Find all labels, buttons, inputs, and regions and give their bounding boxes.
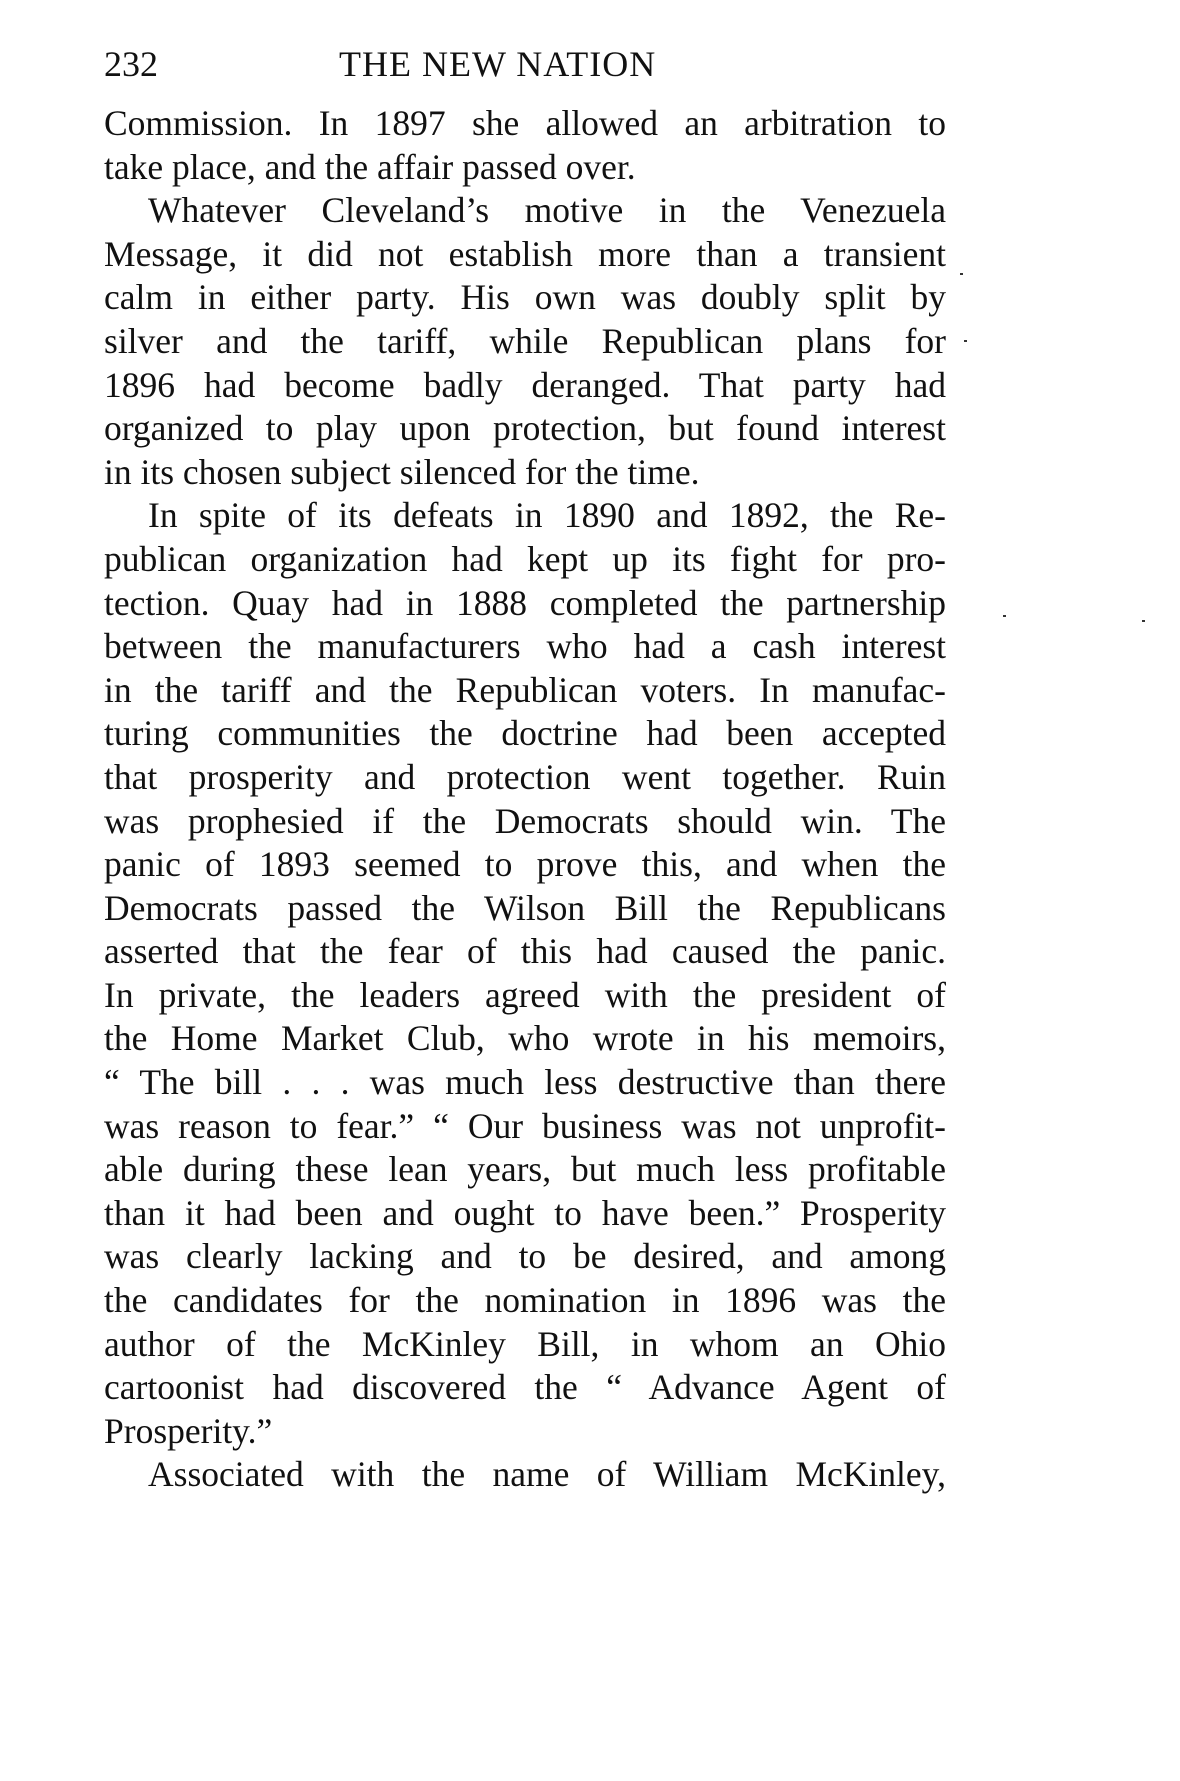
- text-line: turing communities the doctrine had been accepted: [104, 713, 946, 754]
- text-line: 1896 had become badly deranged. That party had: [104, 364, 946, 405]
- paragraph: [104, 494, 946, 1453]
- text-line: In spite of its defeats in 1890 and 1892, the Re-: [148, 495, 946, 536]
- text-line: cartoonist had discovered the “ Advance Agent of: [104, 1367, 946, 1408]
- text-line: able during these lean years, but much less profitable: [104, 1149, 946, 1190]
- text-line: panic of 1893 seemed to prove this, and when the: [104, 844, 946, 885]
- text-line: Prosperity.”: [104, 1410, 273, 1451]
- text-line: take place, and the affair passed over.: [104, 146, 636, 187]
- scan-speck: [960, 273, 963, 275]
- text-line: in its chosen subject silenced for the time.: [104, 451, 700, 492]
- text-line: than it had been and ought to have been.” Prosperity: [104, 1192, 946, 1233]
- page-number: 232: [104, 44, 158, 84]
- text-line: between the manufacturers who had a cash interest: [104, 626, 946, 667]
- book-page: [104, 36, 946, 1497]
- text-line: author of the McKinley Bill, in whom an Ohio: [104, 1323, 946, 1364]
- text-line: was clearly lacking and to be desired, and among: [104, 1236, 946, 1277]
- text-line: silver and the tariff, while Republican plans for: [104, 320, 946, 361]
- text-line: in the tariff and the Republican voters. In manufac-: [104, 669, 946, 710]
- scan-speck: [1003, 615, 1006, 617]
- text-line: “ The bill . . . was much less destructive than there: [104, 1062, 946, 1103]
- text-line: was reason to fear.” “ Our business was not unprofit-: [104, 1105, 946, 1146]
- paragraph: [104, 1453, 946, 1497]
- text-line: In private, the leaders agreed with the president of: [104, 974, 946, 1015]
- text-line: the Home Market Club, who wrote in his memoirs,: [104, 1018, 946, 1059]
- text-line: tection. Quay had in 1888 completed the partnership: [104, 582, 946, 623]
- scan-speck: [964, 340, 967, 342]
- running-head-title: THE NEW NATION: [339, 44, 657, 84]
- scan-speck: [1142, 620, 1145, 622]
- text-line: that prosperity and protection went together. Ruin: [104, 756, 946, 797]
- text-line: Commission. In 1897 she allowed an arbitration to: [104, 103, 946, 143]
- body-text: [104, 102, 946, 1497]
- text-line: organized to play upon protection, but found interest: [104, 408, 946, 449]
- text-line: asserted that the fear of this had caused the panic.: [104, 931, 946, 972]
- paragraph: [104, 189, 946, 494]
- text-line: Democrats passed the Wilson Bill the Republicans: [104, 887, 946, 928]
- paragraph: [104, 102, 946, 189]
- text-line: calm in either party. His own was doubly split by: [104, 277, 946, 318]
- text-line: Message, it did not establish more than a transient: [104, 233, 946, 274]
- text-line: Whatever Cleveland’s motive in the Venezuela: [148, 190, 946, 231]
- text-line: was prophesied if the Democrats should win. The: [104, 800, 946, 841]
- text-line: the candidates for the nomination in 1896 was the: [104, 1280, 946, 1321]
- running-head: [104, 36, 946, 92]
- text-line: Associated with the name of William McKinley,: [148, 1454, 946, 1495]
- text-line: publican organization had kept up its fight for pro-: [104, 538, 946, 579]
